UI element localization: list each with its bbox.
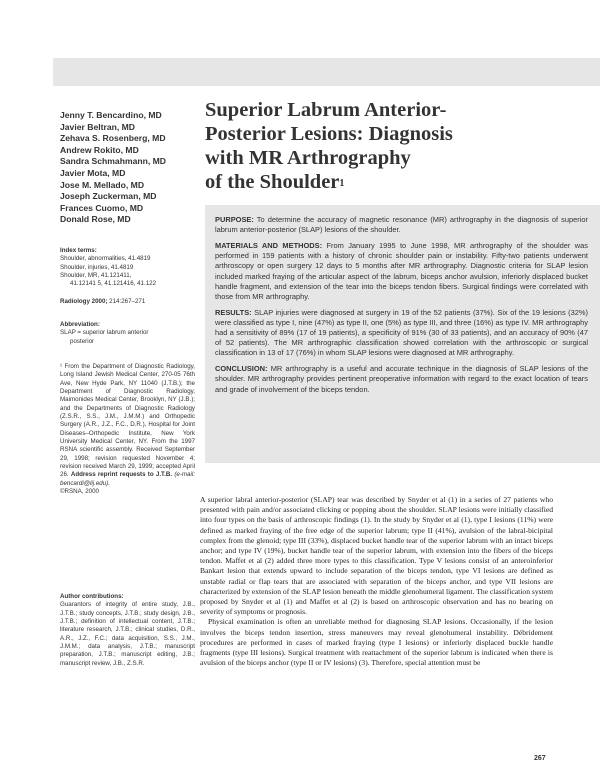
index-term: Shoulder, MR, 41.121411, xyxy=(60,271,132,279)
body-text xyxy=(200,495,553,668)
author-contributions xyxy=(60,593,195,668)
author-list xyxy=(60,110,200,226)
author-name: Sandra Schmahmann, MD xyxy=(60,156,167,167)
abstract-results: RESULTS: SLAP injuries were diagnosed at surgery in 19 of the 52 patients (37%). Six of the 19 lesions (32%) were classified as type I, nine (47%) as type II, one (5%) as type III, and three (16%) as type IV. MR arthrography had a sensitivity of 89% (17 of 19 patients), a specificity of 91% (30 of 33 patients), and an accuracy of 90% (47 of 52 patients). The MR arthrographic classification showed correlation with the arthroscopic or surgical classification in 13 of 17 (76%) in whom SLAP lesions were diagnosed at MR arthrography. xyxy=(215,307,588,358)
author-name: Jenny T. Bencardino, MD xyxy=(60,110,162,120)
title-line: Posterior Lesions: Diagnosis xyxy=(205,123,453,145)
body-paragraph: A superior labral anterior-posterior (SLAP) tear was described by Snyder et al (1) in a series of 27 patients who presented with pain and/or associated clicking or popping about the shoulder. SLAP lesions were initially classified into four types on the basis of arthroscopic findings (1). In the study by Snyder et al (1), type I lesions (11%) were defined as marked fraying of the free edge of the superior labrum; type II (41%), avulsion of the labral-bicipital complex from the glenoid; type III (33%), displaced bucket handle tear of the superior labrum with an intact biceps anchor; and type IV (19%), bucket handle tear of the superior labrum, with extension into the fibers of the biceps tendon. Maffet et al (2) added three more types to this classification. Type V lesions consist of an anteroinferior Bankart lesion that extends upward to include separation of the biceps tendon, type VI lesions are defined as unstable radial or flap tears that are associated with separation of the biceps anchor, and type VII lesions are characterized by extension of the SLAP lesion beneath the middle glenohumeral ligament. The classification system proposed by Snyder et al (1) and Maffet et al (2) is based on arthroscopic observation and has no bearing on severity of symptoms or prognosis. xyxy=(200,495,553,617)
author-name: Zehava S. Rosenberg, MD xyxy=(60,133,166,144)
citation-volume: 214:267–271 xyxy=(107,298,146,305)
author-name: Joseph Zuckerman, MD xyxy=(60,191,157,202)
author-name: Javier Mota, MD xyxy=(60,167,126,178)
affiliation-text: ¹ From the Department of Diagnostic Radiology, Long Island Jewish Medical Center, 270-05 76th Ave, New Hyde Park, NY 11040 (J.T.B.); the Department of Diagnostic Radiology, Maimonides Medical Center, Brooklyn, NY (J.B.); and the Departments of Diagnostic Radiology (Z.S.R., S.S., J.M., J.M.M.) and Orthopedic Surgery (A.R., J.Z., F.C., D.R.), Hospital for Joint Diseases–Orthopedic Institute, New York University Medical Center, NY. From the 1997 RSNA scientific assembly. Received September 29, 1998; revision requested November 4; revision received March 29, 1999; accepted April 26. xyxy=(60,363,195,479)
abstract-box xyxy=(205,205,600,463)
index-term: 41.12141 5, 41.121416, 41.122 xyxy=(70,280,157,288)
body-paragraph: Physical examination is often an unreliable method for diagnosing SLAP lesions. Occasionally, if the lesion involves the biceps tendon insertion, stress maneuvers may reveal glenohumeral instability. Débridement procedures are performed in cases of marked fraying (type I lesions) or inferiorly displaced buckle handle fragments (type III lesions). Surgical treatment with reattachment of the superior labrum is indicated when there is avulsion of the biceps anchor (type II or IV lesions) (3). Therefore, special attention must be xyxy=(200,617,553,668)
article-title xyxy=(205,98,545,194)
title-line: of the Shoulder xyxy=(205,171,340,193)
abstract-methods: MATERIALS AND METHODS: From January 1995 to June 1998, MR arthrography of the shoulder was performed in 159 patients with a history of chronic shoulder pain or instability. Fifty-two patients underwent arthroscopy or open surgery 12 days to 5 months after MR arthrography. Diagnostic criteria for SLAP lesion included marked fraying of the articular aspect of the labrum, biceps anchor avulsion, inferiorly displaced bucket handle fragment, and extension of the tear into the biceps tendon fibers. Surgical findings were correlated with those from MR arthrography. xyxy=(215,240,588,301)
abstract-purpose: PURPOSE: To determine the accuracy of magnetic resonance (MR) arthrography in the diagnosis of superior labrum anterior-posterior (SLAP) lesions of the shoulder. xyxy=(215,215,588,235)
index-terms xyxy=(60,247,195,288)
affiliation-footnote xyxy=(60,363,195,497)
index-term: Shoulder, abnormalities, 41.4819 xyxy=(60,255,151,263)
title-footnote-mark: 1 xyxy=(339,178,345,189)
citation-journal: Radiology 2000; xyxy=(60,298,108,305)
title-line: with MR Arthrography xyxy=(205,147,411,169)
author-name: Javier Beltran, MD xyxy=(60,121,135,132)
abstract-conclusion: CONCLUSION: MR arthrography is a useful and accurate technique in the diagnosis of SLAP lesions of the shoulder. MR arthrography provides pertinent preoperative information with regard to the exact location of tears and grade of involvement of the biceps tendon. xyxy=(215,364,588,394)
contributions-heading: Author contributions: xyxy=(60,593,124,600)
page-number: 267 xyxy=(534,755,546,762)
author-name: Frances Cuomo, MD xyxy=(60,202,144,213)
author-name: Jose M. Mellado, MD xyxy=(60,179,145,190)
author-name: Andrew Rokito, MD xyxy=(60,144,139,155)
index-terms-heading: Index terms: xyxy=(60,247,97,254)
reprint-label: Address reprint requests to xyxy=(70,471,154,479)
reprint-name: J.T.B. xyxy=(153,471,173,479)
header-band xyxy=(53,58,600,86)
abbreviation-block xyxy=(60,321,195,346)
abbreviation-line: SLAP = superior labrum anterior xyxy=(60,329,149,337)
abbreviation-line: posterior xyxy=(70,337,95,345)
title-line: Superior Labrum Anterior- xyxy=(205,99,447,121)
copyright: ©RSNA, 2000 xyxy=(60,488,99,496)
reprint-email: (e-mail: bencardi@lij.edu). xyxy=(60,471,195,487)
author-name: Donald Rose, MD xyxy=(60,214,131,225)
contributions-text: Guarantors of integrity of entire study, J.B., J.T.B.; study concepts, J.T.B.; study design, J.B., J.T.B.; definition of intellectual content, J.T.B.; literature research, J.T.B.; clinical studies, D.R., A.R., J.Z., F.C.; data acquisition, S.S., J.M., J.M.M.; data analysis, J.T.B.; manuscript preparation, J.T.B.; manuscript editing, J.B.; manuscript review, J.B., Z.S.R. xyxy=(60,601,195,667)
abbreviation-heading: Abbreviation: xyxy=(60,321,100,328)
index-term: Shoulder, injuries, 41.4819 xyxy=(60,263,134,271)
citation xyxy=(60,298,195,306)
